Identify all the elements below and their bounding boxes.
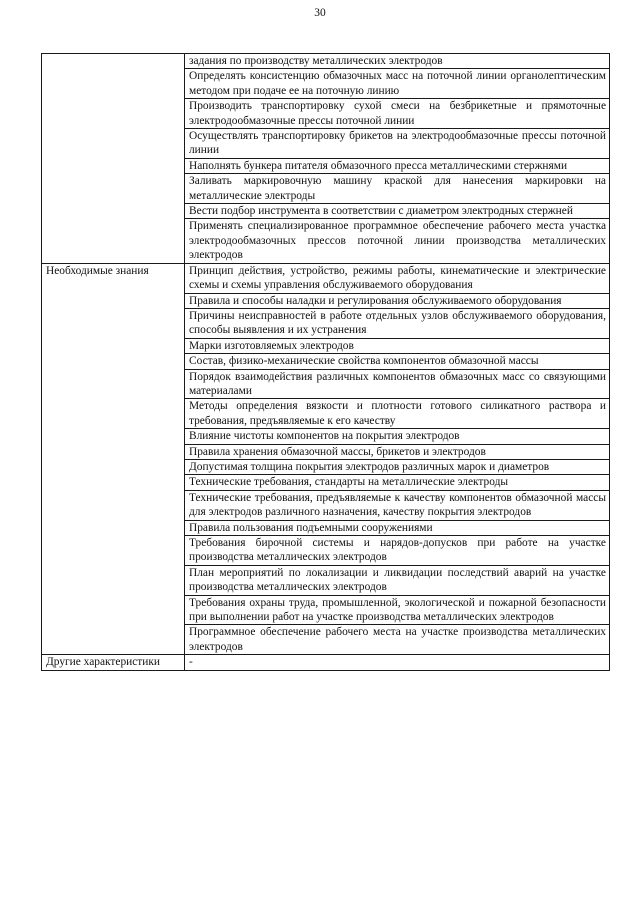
row-text: Осуществлять транспортировку брикетов на электродообмазочные прессы поточной линии [185,129,610,159]
row-text: Вести подбор инструмента в соответствии с диаметром электродных стержней [185,204,610,219]
row-text: Требования бирочной системы и нарядов-допусков при работе на участке производства металлических электродов [185,536,610,566]
table-row [42,263,610,293]
row-text: Применять специализированное программное обеспечение рабочего места участка электродообмазочных прессов поточной линии производства металлических электродов [185,219,610,263]
page-number: 30 [314,7,326,19]
row-text: Заливать маркировочную машину краской для нанесения маркировки на металлические электроды [185,174,610,204]
row-text: Программное обеспечение рабочего места на участке производства металлических электродов [185,625,610,655]
row-text: Правила пользования подъемными сооружениями [185,520,610,535]
row-text: Наполнять бункера питателя обмазочного пресса металлическими стержнями [185,158,610,173]
row-text: Порядок взаимодействия различных компонентов обмазочных масс со связующими материалами [185,369,610,399]
row-label-other: Другие характеристики [42,655,185,670]
row-text: Производить транспортировку сухой смеси на безбрикетные и прямоточные электродообмазочные прессы поточной линии [185,99,610,129]
row-label [42,54,185,264]
row-text: Методы определения вязкости и плотности готового силикатного раствора и требования, предъявляемые к его качеству [185,399,610,429]
requirements-table [41,53,610,671]
row-text: Причины неисправностей в работе отдельных узлов обслуживаемого оборудования, способы выявления и их устранения [185,308,610,338]
row-text: План мероприятий по локализации и ликвидации последствий аварий на участке производства металлических электродов [185,565,610,595]
row-text: Влияние чистоты компонентов на покрытия электродов [185,429,610,444]
row-text: Марки изготовляемых электродов [185,338,610,353]
row-text: Технические требования, стандарты на металлические электроды [185,475,610,490]
row-text: Состав, физико-механические свойства компонентов обмазочной массы [185,354,610,369]
row-text: Допустимая толщина покрытия электродов различных марок и диаметров [185,459,610,474]
row-text: Требования охраны труда, промышленной, экологической и пожарной безопасности при выполнении работ на участке производства металлических электродов [185,595,610,625]
row-text: Правила хранения обмазочной массы, брикетов и электродов [185,444,610,459]
row-text: Технические требования, предъявляемые к качеству компонентов обмазочной массы для электродов различного назначения, качеству покрытия электродов [185,490,610,520]
row-text: задания по производству металлических электродов [185,54,610,69]
row-text: Определять консистенцию обмазочных масс на поточной линии органолептическим методом при подаче ее на поточную линию [185,69,610,99]
row-text: - [185,655,610,670]
table-row [42,54,610,69]
row-text: Правила и способы наладки и регулирования обслуживаемого оборудования [185,293,610,308]
table-row [42,655,610,670]
row-label-knowledge: Необходимые знания [42,263,185,655]
row-text: Принцип действия, устройство, режимы работы, кинематические и электрические схемы и схемы управления обслуживаемого оборудования [185,263,610,293]
